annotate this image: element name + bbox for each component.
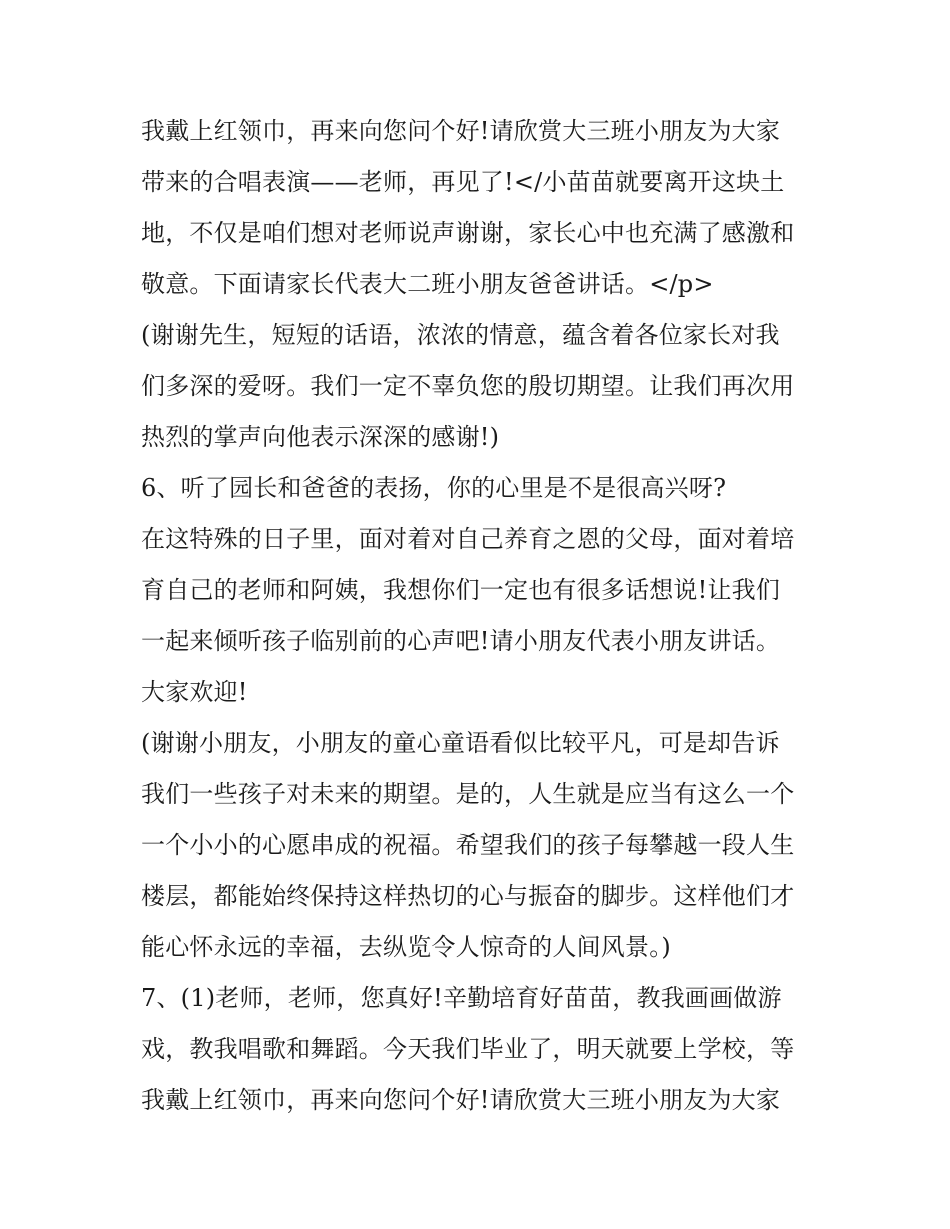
text-line: 在这特殊的日子里，面对着对自己养育之恩的父母，面对着培: [141, 525, 795, 553]
text-line: 热烈的掌声向他表示深深的感谢!): [141, 423, 500, 451]
text-line: 地，不仅是咱们想对老师说声谢谢，家长心中也充满了感激和: [141, 219, 795, 247]
text-line: 一个小小的心愿串成的祝福。希望我们的孩子每攀越一段人生: [141, 831, 795, 859]
text-line: 我戴上红领巾，再来向您问个好!请欣赏大三班小朋友为大家: [141, 1086, 781, 1114]
text-line: (谢谢先生，短短的话语，浓浓的情意，蕴含着各位家长对我: [141, 321, 780, 349]
document-body: [141, 106, 821, 1126]
text-line: 带来的合唱表演——老师，再见了!</小苗苗就要离开这块土: [141, 168, 785, 196]
text-line: 大家欢迎!: [141, 678, 248, 706]
text-line: 7、(1)老师，老师，您真好!辛勤培育好苗苗，教我画画做游: [141, 984, 782, 1012]
text-line: 一起来倾听孩子临别前的心声吧!请小朋友代表小朋友讲话。: [141, 627, 781, 655]
text-line: 6、听了园长和爸爸的表扬，你的心里是不是很高兴呀?: [141, 474, 727, 502]
text-line: 我戴上红领巾，再来向您问个好!请欣赏大三班小朋友为大家: [141, 117, 781, 145]
text-line: 敬意。下面请家长代表大二班小朋友爸爸讲话。</p>: [141, 270, 714, 298]
text-line: 育自己的老师和阿姨，我想你们一定也有很多话想说!让我们: [141, 576, 781, 604]
text-line: 们多深的爱呀。我们一定不辜负您的殷切期望。让我们再次用: [141, 372, 795, 400]
text-line: 戏，教我唱歌和舞蹈。今天我们毕业了，明天就要上学校，等: [141, 1035, 795, 1063]
text-line: (谢谢小朋友，小朋友的童心童语看似比较平凡，可是却告诉: [141, 729, 780, 757]
text-line: 楼层，都能始终保持这样热切的心与振奋的脚步。这样他们才: [141, 882, 795, 910]
text-line: 我们一些孩子对未来的期望。是的，人生就是应当有这么一个: [141, 780, 795, 808]
text-line: 能心怀永远的幸福，去纵览令人惊奇的人间风景。): [141, 933, 671, 961]
